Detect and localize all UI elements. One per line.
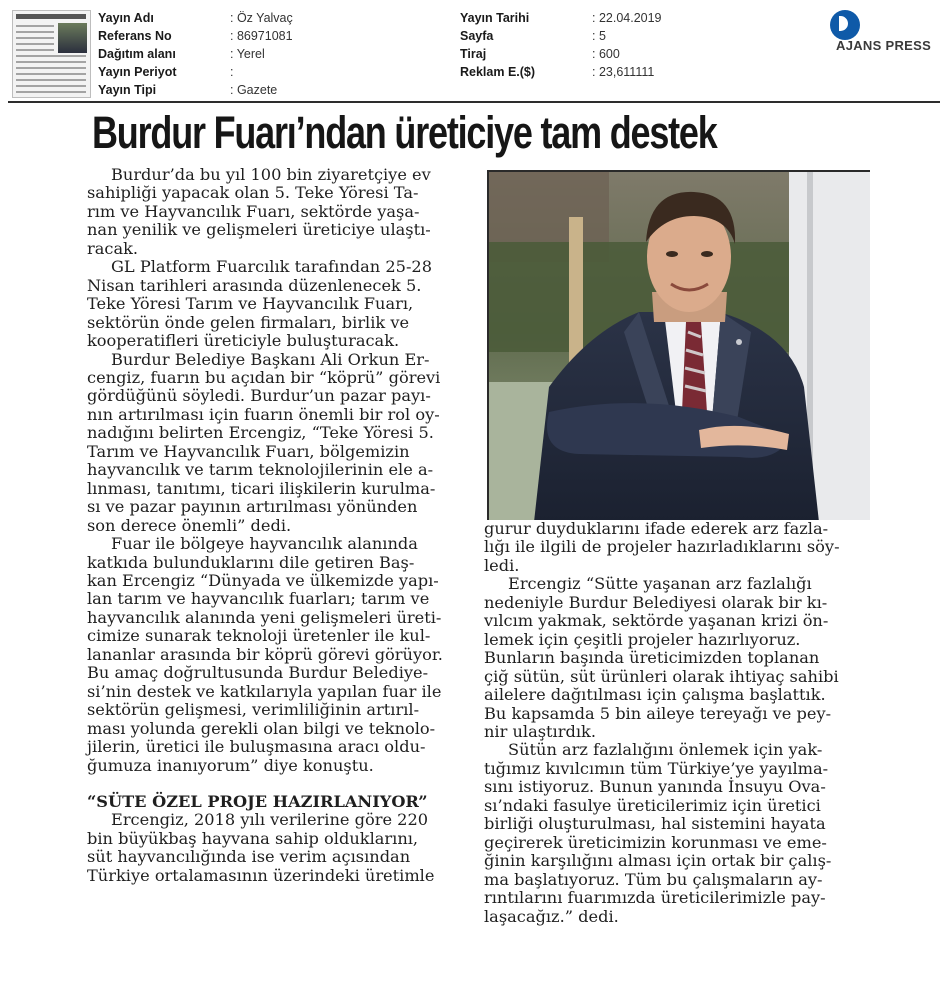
text-line: bin büyükbaş hayvana sahip olduklarını, bbox=[87, 828, 419, 848]
section-subheading: “SÜTE ÖZEL PROJE HAZIRLANIYOR” bbox=[87, 791, 428, 811]
meta-value: : bbox=[230, 65, 234, 79]
text-line: sı’ndaki fasulye üreticilerimiz için üretici bbox=[484, 795, 821, 815]
text-line: geçirerek üreticimizin korunması ve eme- bbox=[484, 832, 827, 852]
meta-value: : 86971081 bbox=[230, 29, 293, 43]
meta-value: : 22.04.2019 bbox=[592, 11, 662, 25]
thumbnail-text-line bbox=[16, 49, 54, 51]
text-line: lan tarım ve hayvancılık fuarları; tarım ve bbox=[87, 589, 430, 609]
text-line: Bu kapsamda 5 bin aileye tereyağı ve pey- bbox=[484, 703, 832, 723]
meta-label: Reklam E.($) bbox=[460, 65, 536, 79]
meta-label: Yayın Adı bbox=[98, 11, 154, 25]
meta-row-distribution bbox=[98, 45, 293, 63]
mayor-portrait-photo bbox=[487, 170, 870, 520]
text-line: nir ulaştırdık. bbox=[484, 721, 596, 741]
text-line: Burdur’da bu yıl 100 bin ziyaretçiye ev bbox=[111, 165, 431, 184]
text-line: nedeniyle Burdur Belediyesi olarak bir kı- bbox=[484, 592, 828, 612]
thumbnail-text-line bbox=[16, 37, 54, 39]
text-line: Fuar ile bölgeye hayvancılık alanında bbox=[111, 534, 418, 554]
text-line: lemek için çeşitli projeler hazırlıyoruz. bbox=[484, 629, 801, 649]
text-line: Bu amaç doğrultusunda Burdur Belediye- bbox=[87, 663, 429, 683]
logo-mark-icon bbox=[830, 10, 860, 40]
text-line: Nisan tarihleri arasında düzenlenecek 5. bbox=[87, 275, 422, 295]
text-line: Bunların başında üreticimizden toplanan bbox=[484, 648, 820, 668]
meta-label: Tiraj bbox=[460, 47, 487, 61]
thumbnail-text-line bbox=[16, 43, 54, 45]
text-line: GL Platform Fuarcılık tarafından 25-28 bbox=[111, 257, 433, 277]
text-line: Teke Yöresi Tarım ve Hayvancılık Fuarı, bbox=[87, 294, 414, 314]
text-line: vılcım yakmak, sektörde yaşanan krizi ön- bbox=[484, 611, 829, 631]
thumbnail-text-line bbox=[16, 61, 86, 63]
thumbnail-text-line bbox=[16, 31, 54, 33]
text-line: si’nin destek ve katkılarıyla yapılan fuar ile bbox=[87, 681, 442, 701]
meta-value: : Öz Yalvaç bbox=[230, 11, 293, 25]
meta-label: Yayın Tarihi bbox=[460, 11, 530, 25]
meta-label: Sayfa bbox=[460, 29, 494, 43]
meta-row-circulation bbox=[460, 45, 662, 63]
text-line: ma başlatıyoruz. Tüm bu çalışmaların ay- bbox=[484, 869, 823, 889]
text-line: süt hayvancılığında ise verim açısından bbox=[87, 847, 411, 867]
text-line: sı ve pazar payının artırılması yönünden bbox=[87, 497, 418, 517]
text-line: kan Ercengiz “Dünyada ve ülkemizde yapı- bbox=[87, 570, 439, 590]
thumbnail-text-line bbox=[16, 25, 54, 27]
text-line: lananlar arasında bir köprü görevi görüyor. bbox=[87, 644, 443, 664]
text-line: tığımız kıvılcımın tüm Türkiye’ye yayılma- bbox=[484, 758, 829, 778]
thumbnail-photo bbox=[58, 23, 87, 53]
ajans-press-logo bbox=[830, 10, 940, 56]
text-line: ailelere dağıtılması için çalışma başlattık. bbox=[484, 685, 826, 705]
text-line: jilerin, üretici ile buluşmasına aracı oldu- bbox=[87, 737, 426, 757]
text-line: Burdur Belediye Başkanı Ali Orkun Er- bbox=[111, 349, 430, 369]
text-line: kooperatifleri üreticiyle buluşturacak. bbox=[87, 331, 400, 351]
text-line: cengiz, fuarın bu açıdan bir “köprü” görevi bbox=[87, 367, 441, 387]
meta-value: : Gazete bbox=[230, 83, 278, 97]
meta-row-type bbox=[98, 81, 293, 99]
text-line: son derece önemli” dedi. bbox=[87, 515, 292, 535]
article-column-right bbox=[484, 520, 872, 926]
text-line: racak. bbox=[87, 238, 139, 258]
meta-label: Yayın Tipi bbox=[98, 83, 157, 97]
text-line: rım ve Hayvancılık Fuarı, sektörde yaşa- bbox=[87, 201, 420, 221]
article-headline: Burdur Fuarı’ndan üreticiye tam destek bbox=[92, 107, 717, 158]
meta-row-date bbox=[460, 9, 662, 27]
portrait-illustration bbox=[489, 172, 870, 520]
page-thumbnail[interactable] bbox=[12, 10, 91, 98]
text-line: nan yenilik ve gelişmeleri üreticiye ulaştı- bbox=[87, 220, 431, 240]
text-line: çiğ sütün, süt ürünleri olarak ihtiyaç sahibi bbox=[484, 666, 839, 686]
meta-value: : Yerel bbox=[230, 47, 265, 61]
text-line: Sütün arz fazlalığını önlemek için yak- bbox=[508, 740, 823, 760]
text-line: gördüğünü söyledi. Burdur’un pazar payı- bbox=[87, 386, 431, 406]
text-line: Ercengiz “Sütte yaşanan arz fazlalığı bbox=[508, 574, 812, 594]
text-line: ması yolunda gerekli olan bilgi ve teknolo- bbox=[87, 718, 436, 738]
thumbnail-text-line bbox=[16, 73, 86, 75]
text-line: Tarım ve Hayvancılık Fuarı, bölgemizin bbox=[87, 441, 410, 461]
meta-row-period bbox=[98, 63, 293, 81]
meta-row-reference-no bbox=[98, 27, 293, 45]
text-line: hayvancılık alanında yeni gelişmeleri üreti- bbox=[87, 607, 442, 627]
meta-value: : 600 bbox=[592, 47, 620, 61]
text-line: nın artırılması için fuarın önemli bir rol oy- bbox=[87, 404, 440, 424]
thumbnail-text-line bbox=[16, 55, 86, 57]
meta-label: Dağıtım alanı bbox=[98, 47, 176, 61]
text-line: sını istiyoruz. Bunun yanında İnsuyu Ova- bbox=[484, 777, 826, 797]
text-line: birliği oluşturulması, hal sistemini hayata bbox=[484, 814, 826, 834]
text-line: hayvancılık ve tarım teknolojilerinin ele a- bbox=[87, 460, 434, 480]
meta-row-page bbox=[460, 27, 662, 45]
clipping-header bbox=[0, 0, 949, 101]
text-line: sektörün gelişmesi, verimliliğinin artırıl- bbox=[87, 700, 420, 720]
thumbnail-text-line bbox=[16, 67, 86, 69]
text-line: laşacağız.” dedi. bbox=[484, 906, 619, 926]
logo-text: AJANS PRESS bbox=[836, 38, 932, 53]
publication-meta-left bbox=[98, 9, 293, 99]
text-line: lığı ile ilgili de projeler hazırladıklarını söy- bbox=[484, 537, 840, 557]
text-line: rıntılarını fuarımızda üreticilerimizle pay- bbox=[484, 888, 826, 908]
text-line: sahipliği yapacak olan 5. Teke Yöresi Ta- bbox=[87, 183, 419, 203]
thumbnail-text-line bbox=[16, 91, 86, 93]
thumbnail-title-bar bbox=[16, 14, 86, 19]
meta-row-publication-name bbox=[98, 9, 293, 27]
meta-value: : 23,611111 bbox=[592, 65, 655, 79]
meta-label: Referans No bbox=[98, 29, 172, 43]
text-line: cimize sunarak teknoloji üretenler ile kul- bbox=[87, 626, 431, 646]
text-line: Türkiye ortalamasının üzerindeki üretimle bbox=[87, 865, 435, 885]
text-line: ğinin karşılığını alması için ortak bir çalış- bbox=[484, 851, 832, 871]
text-line: gurur duyduklarını ifade ederek arz fazla- bbox=[484, 519, 829, 538]
thumbnail-text-line bbox=[16, 79, 86, 81]
thumbnail-text-line bbox=[16, 85, 86, 87]
meta-row-ad-equivalent bbox=[460, 63, 662, 81]
text-line: katkıda bulunduklarını dile getiren Baş- bbox=[87, 552, 415, 572]
text-line: nadığını belirten Ercengiz, “Teke Yöresi 5. bbox=[87, 423, 434, 443]
meta-value: : 5 bbox=[592, 29, 606, 43]
text-line: lınması, tanıtımı, ticari ilişkilerin kurulma- bbox=[87, 478, 436, 498]
header-divider bbox=[8, 101, 940, 103]
publication-meta-right bbox=[460, 9, 662, 81]
text-line: ledi. bbox=[484, 555, 520, 575]
text-line: ğumuza inanıyorum” diye konuştu. bbox=[87, 755, 374, 775]
meta-label: Yayın Periyot bbox=[98, 65, 177, 79]
text-line: sektörün önde gelen firmaları, birlik ve bbox=[87, 312, 410, 332]
text-line: Ercengiz, 2018 yılı verilerine göre 220 bbox=[111, 810, 429, 830]
article-column-left bbox=[87, 166, 479, 885]
